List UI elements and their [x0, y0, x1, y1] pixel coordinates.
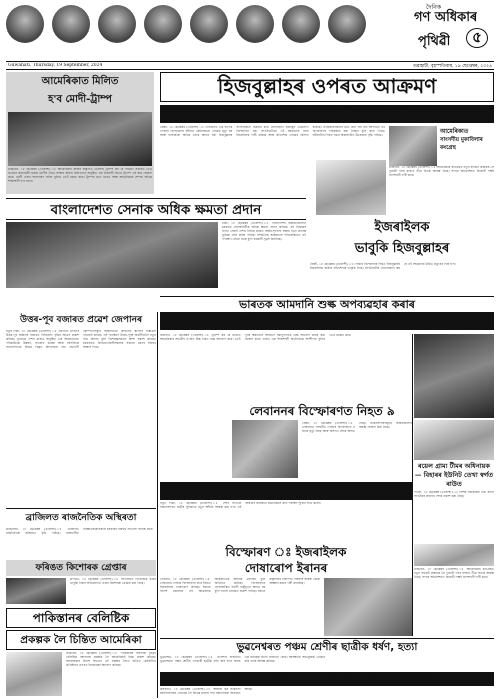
iran-story-body: তেহৰান, ১৮ ছেপ্তেম্বৰ (এজেন্সী) ঃ লেবাননৰ পেজাৰ বিস্ফোৰণৰ বাবে ইৰানে ইজৰাইলক দোষাৰোপ কৰিছে। ইৰানৰ বিদেশ মন্ত্ৰালয়ে এই আক্ৰমণক আন্তৰ্জাতিক আইনৰ উলংঘন বুলি অভিহিত কৰিছে। বিস্ফোৰণত লেবাননস্থিত ইৰানী ৰাষ্ট্ৰদূতো আহত হয় বুলি সংবাদ মাধ্যমত প্ৰকাশ পাইছে। ইৰানে ৰাষ্ট্ৰসংঘৰ নিৰাপত্তা পৰিষদৰ জৰুৰী বৈঠক আহ্বান কৰাৰ দাবী জনাইছে। [160, 578, 320, 593]
leader-portrait [52, 5, 90, 43]
brand-block [374, 2, 494, 62]
story-headline: হ'ব মোদী-ট্ৰাম্প [48, 94, 112, 105]
story-body: ৱাছিংটন, ১৮ ছেপ্তেম্বৰ (এজেন্সী) ঃ আমেৰিকাৰ কংগ্ৰেছত নতুন বাজেট প্ৰস্তাৱক লৈ দুয়োটা দলৰ মাজত তীব্ৰ বিতৰ্ক আৰম্ভ হৈছে। সদনৰ অধিবেশনত বিৰোধী পক্ষই সংশোধনী দাবী কৰে। [389, 166, 494, 177]
japan-story-body: নতুন দিল্লী, ১৮ ছেপ্তেম্বৰ (এজেন্সী) ঃ জেপানে ভাৰতৰ উত্তৰ-পূব অঞ্চলৰ বজাৰত বিনিয়োগ বৃদ্ধিৰ আগ্ৰহ প্ৰকাশ কৰিছে। দুয়োখন দেশৰ মাজত অনুষ্ঠিত এক আলোচনাত পৰিকাঠামো উন্নয়ন, সংযোগ ব্যৱস্থা আৰু বাণিজ্যিক সহযোগিতাৰ বিষয়ে বিস্তৃত আলোচনা হয়। জেপানী কোম্পানীসমূহে অঞ্চলটোত কাৰখানা স্থাপনৰ সম্ভাৱনা খতিয়াই চাইছে। এই পদক্ষেপে উত্তৰ-পূবৰ অৰ্থনীতিলৈ নতুন গতি আনিব বুলি বিশেষজ্ঞসকলে আশা প্ৰকাশ কৰিছে। চৰকাৰেও বিনিয়োগকাৰীসকলক সকলো ধৰণৰ সহায়ৰ আশ্বাস দিছে। [6, 330, 156, 349]
obituary-portrait [414, 420, 494, 460]
dateline-english: Guwahati, Thursday, 19 September, 2024 [8, 63, 103, 68]
trump-rally-photo [414, 334, 494, 418]
lebanon-story-body: বৈৰুট, ১৮ ছেপ্তেম্বৰ (এজেন্সী) ঃ লেবাননত সংঘটিত পেজাৰ বিস্ফোৰণত ন জনৰ মৃত্যু হৈছে আৰু অসংখ্য লোক আহত হৈছে। চিকিৎসালয়সমূহত জৰুৰীকালীন অৱস্থা ঘোষণা কৰা হৈছে। [302, 422, 412, 433]
side-story [414, 544, 494, 636]
masthead [6, 2, 494, 68]
tariff-headline: ভাৰতক আমদানি শুল্ক অপব্যৱহাৰ কৰাৰ [160, 296, 494, 312]
story-kicker: আমেৰিকাত [440, 128, 469, 135]
story-body: পাটনা, ১৮ ছেপ্তেম্বৰ (এজেন্সী) ঃ বিশিষ্ট সমাজকৰ্মী তথা ক্ৰীড়া সংগঠকৰ প্ৰয়াণত শোক প্ৰকাশ কৰা হৈছে। [414, 491, 494, 498]
pakistan-headline: পাকিস্তানৰ বেলিষ্টিক [6, 608, 156, 628]
leader-portrait [144, 5, 182, 43]
iran-headline: দোষাৰোপ ইৰানৰ [244, 561, 328, 575]
leader-portrait [282, 5, 320, 43]
column-rule [157, 312, 158, 698]
israel-threat-story [310, 218, 494, 292]
accusation-story-body: মিচিগান, ১৮ ছেপ্তেম্বৰ (এজেন্সী) ঃ ট্ৰাম্পে কয় যে ভাৰতে আমেৰিকাৰ সামগ্ৰীৰ ওপৰত উচ্চ হাৰত শুল্ক আৰোপ কৰে। তেওঁ পুনৰ ক্ষমতালৈ আহিলে সমানুপাতিক শুল্ক আৰোপ কৰাৰ কথা ঘোষণা কৰে। ভাৰত এক শক্তিশালী অৰ্থনৈতিক অংশীদাৰ বুলিও তেওঁ উল্লেখ কৰে। [160, 334, 352, 341]
brazil-headline: ব্ৰাজিলত ৰাজনৈতিক অস্থিৰতা [6, 508, 156, 526]
bhubaneswar-story-body: ভুৱনেশ্বৰ, ১৮ ছেপ্তেম্বৰ (এজেন্সী) ঃ ওড়িশাৰ ৰাজধানী ভুৱনেশ্বৰত পঞ্চম শ্ৰেণীৰ এগৰাকী ছাত্ৰীক ধৰ্ষণ কৰি হত্যা কৰাৰ এক মৰ্মান্তিক ঘটনা সংঘটিত হৈছে। আৰক্ষীয়ে অভিযুক্তক গ্ৰেপ্তাৰ কৰি তদন্ত আৰম্ভ কৰিছে। [160, 656, 325, 663]
japan-headline: উত্তৰ-পূব বজাৰত প্ৰৱেশ জেপানৰ [19, 315, 143, 325]
airports-story-body: নতুন দিল্লী, ১৮ ছেপ্তেম্বৰ (এজেন্সী) ঃ দেশৰ সাতখন বিমানবন্দৰত যাত্ৰীৰ সুবিধাৰ্থে নতুন আঁচনি আৰম্ভ কৰা হ'ব। এই আঁচনিৰ জৰিয়তে যাত্ৰীসকলে দ্ৰুত পৰীক্ষণ সুবিধা লাভ কৰিব। [160, 502, 321, 509]
story-headline: ইজৰাইলক [374, 220, 430, 235]
pakistan-story-body: ৱাছিংটন, ১৮ ছেপ্তেম্বৰ (এজেন্সী) ঃ পাকিস্তানৰ দীঘলীয়া দূৰত্বৰ বেলিষ্টিক ক্ষেপণাস্ত্ৰ প্ৰকল্পক লৈ আমেৰিকাই চিন্তা প্ৰকাশ কৰিছে। আমেৰিকাৰ বিদেশ বিভাগে এই প্ৰকল্পৰ সৈতে জড়িত কেইবাটাও প্ৰতিষ্ঠানৰ ওপৰত নিষেধাজ্ঞা আৰোপ কৰিছে। [66, 652, 156, 667]
leader-portrait [236, 5, 274, 43]
leader-portrait [190, 5, 228, 43]
lebanon-blast-photo [232, 420, 298, 478]
section-name: পৃথিৱী [418, 34, 451, 49]
trump-modi-photo [8, 112, 152, 166]
lebanon-headline: লেবাননৰ বিস্ফোৰণত নিহত ৯ [249, 404, 395, 418]
bangladesh-story-body: ঢাকা, ১৮ ছেপ্তেম্বৰ (এজেন্সী) ঃ বাংলাদেশৰ অন্তৰ্বৰ্তীকালীন চৰকাৰে সেনাবাহিনীক অধিক ক্ষমতা প্ৰদান কৰিছে। এই সিদ্ধান্তৰ ফলত সেনাই দেশৰ বিভিন্ন প্ৰান্তত আইন-শৃংখলা ৰক্ষাৰ বাবে প্ৰত্যক্ষ ভূমিকা গ্ৰহণ কৰিব পাৰিব। সাম্প্ৰতিক অস্থিৰতাৰ পৰিপ্ৰেক্ষিতত এই পদক্ষেপ লোৱা হৈছে বুলি চৰকাৰী সূত্ৰই জনাইছে। [222, 222, 306, 241]
page-number: ৫ [466, 28, 488, 48]
rgkar-story-body: কলকাতা, ১৮ ছেপ্তেম্বৰ (এজেন্সী) ঃ আৰজি কৰ চিকিৎসা মহাবিদ্যালয়ৰ গোচৰক লৈ বিভিন্ন মহলৰ পৰা সমালোচনা অব্যাহত আছে। [160, 688, 253, 695]
story-headline: ৰয়েল গ্ৰাম্য টীমৰ অধিনায়ক — বিহাৰৰ ইউনিট তেখা স্বৰ্গত ৰাউত [414, 462, 494, 488]
bangladesh-headline: বাংলাদেশত সেনাক অধিক ক্ষমতা প্ৰদান [6, 198, 306, 220]
trump-modi-story [6, 72, 154, 194]
teen-arrest-photo [6, 578, 66, 604]
pakistan-headline: প্ৰকল্পক লৈ চিন্তিত আমেৰিকা [6, 630, 156, 650]
brand-logo: গণ অধিকাৰ [414, 10, 478, 25]
main-headline: হিজবুল্লাহৰ ওপৰত আক্ৰমণ [160, 72, 494, 102]
airports-headline: ৭টা বিমানবন্দৰত আৰম্ভ হ'ব ন-আঁচনি [160, 482, 412, 500]
story-kicker: আমেৰিকাত মিলিত [41, 76, 119, 87]
iran-headline: বিস্ফোৰণ ঃ ইজৰাইলক [225, 545, 347, 559]
leader-portrait [328, 5, 366, 43]
brazil-story-body: ব্ৰাছিলিয়া, ১৮ ছেপ্তেম্বৰ (এজেন্সী) ঃ ব্ৰাজিলত ৰাজনৈতিক অস্থিৰতা বৃদ্ধি পাইছে। ৰাজধানীত বিক্ষোভকাৰীসকলে চৰকাৰৰ বিৰুদ্ধে প্ৰতিবাদ সাব্যস্ত কৰে। [6, 528, 154, 535]
leader-portrait [98, 5, 136, 43]
teen-arrest-body: ফ্ল'ৰিডা, ১৮ ছেপ্তেম্বৰ (এজেন্সী) ঃ বিদ্যালয়ত হিংসাত্মক কাৰ্যৰ ভাবুকি দিয়াৰ অভিযোগত এজন কিশোৰক গ্ৰেপ্তাৰ কৰা হৈছে। [70, 578, 156, 585]
obituary-story [414, 420, 494, 540]
accusation-headline: অভিযোগ আমেৰিকাৰ প্ৰাক্তন ৰাষ্ট্ৰপতি ট্ৰাম্পৰ [160, 312, 494, 330]
missile-photo [6, 652, 62, 696]
congress-photo [389, 126, 437, 166]
bhubaneswar-headline: ভুৱনেশ্বৰত পঞ্চম শ্ৰেণীৰ ছাত্ৰীক ধৰ্ষণ, হত্যা [160, 638, 494, 654]
story-body: বৈৰুট, ১৮ ছেপ্তেম্বৰ (এজেন্সী) ঃ পেজাৰ বিস্ফোৰণৰ পিছত হিজবুল্লাহই ইজৰাইলক কঠোৰ প্ৰতিশোধৰ ভাবুকি দিছে। সংগঠনটোৰ নেতাসকলে কয় যে এই আক্ৰমণৰ উচিত প্ৰত্যুত্তৰ দিয়া হ'ব। [310, 262, 456, 270]
story-headline: সাংসদীয় মুকাবিলাৰ কংগ্ৰেছ [440, 137, 483, 151]
story-body: ৱাছিংটন, ১৮ ছেপ্তেম্বৰ (এজেন্সী) ঃ আমেৰিকাৰ কংগ্ৰেছত নতুন বাজেট প্ৰস্তাৱক লৈ দুয়োটা দলৰ মাজত তীব্ৰ বিতৰ্ক আৰম্ভ হৈছে। সদনৰ অধিবেশনত বিৰোধী পক্ষই সংশোধনী দাবী কৰে। [414, 568, 494, 579]
leader-portrait [6, 5, 44, 43]
main-story-body: বৈৰুট, ১৮ ছেপ্তেম্বৰ (এজেন্সী) ঃ লেবাননত এক ব্যাপক পেজাৰ বিস্ফোৰণৰ ঘটনাত কেইবাজনো লোকৰ মৃত্যু হয় আৰু হাজাৰৰো অধিক লোক আহত হয়। হিজবুল্লাহৰ সদস্যসকলে ব্যৱহাৰ কৰা যোগাযোগ যন্ত্ৰসমূহ একেলগে বিস্ফোৰিত হয়। সংগঠনটোৱে এই আক্ৰমণৰ বাবে ইজৰাইলক দায়ী কৰিছে আৰু প্ৰতিশোধ লোৱাৰ ঘোষণা কৰিছে। তদন্তকাৰীসকলৰ মতে প্ৰায় পাঁচ মাহ আগতেই এই বিস্ফোৰণৰ পৰিকল্পনা কৰা হৈছিল বুলি জনা গৈছে। ঘটনাটোৰ পিছত সমগ্ৰ অঞ্চলটোত উত্তেজনা বৃদ্ধি পাইছে। [160, 126, 385, 137]
column-rule [412, 334, 413, 636]
rgkar-headline: আজ জি কৰ গোচৰ ঃ বেগম আৰজীৰ সমালোচনা চিহিয়াইৰ [160, 672, 494, 686]
us-congress-story [389, 126, 494, 232]
explosion-smoke-photo [316, 160, 386, 215]
bangladesh-army-photo [6, 222, 218, 288]
iran-blast-photo [324, 578, 412, 636]
story-body: ৱাছিংটন, ১৮ ছেপ্তেম্বৰ (এজেন্সী) ঃ আমেৰিকাৰ প্ৰাক্তন ৰাষ্ট্ৰপতি ডোনাল্ড ট্ৰাম্পে কয় যে পৰৱৰ্তী সপ্তাহত তেওঁ ভাৰতৰ প্ৰধানমন্ত্ৰী নৰেন্দ্ৰ মোদীৰ সৈতে সাক্ষাৎ কৰিব। মিচিগানত অনুষ্ঠিত এক নিৰ্বাচনী সভাত ট্ৰাম্পে এই কথা ঘোষণা কৰে। মোদী এজন অসাধাৰণ ব্যক্তি বুলিও তেওঁ মন্তব্য কৰে। ট্ৰাম্পৰ মতে ভাৰত আৰু আমেৰিকাৰ সম্পৰ্ক অধিক শক্তিশালী হ'ব লাগে। [8, 168, 152, 183]
main-subheadline: লেবাননত পাঁচ মাহ আগতে বিস্ফোৰণৰ পৰিকল্পনা [160, 105, 494, 123]
side-story-photo [414, 544, 494, 566]
story-headline: ভাবুকি হিজবুল্লাহৰ [354, 241, 450, 256]
dateline-bar [6, 61, 494, 70]
dateline-assamese: গুৱাহাটী, বৃহস্পতিবাৰ, ১৯ ছেপ্তেম্বৰ, ২০২৪ [412, 64, 492, 69]
teen-arrest-headline: ফৰিঙত কিশোৰক গ্ৰেপ্তাৰ [6, 560, 156, 576]
brand-kicker: দৈনিক [426, 4, 442, 11]
